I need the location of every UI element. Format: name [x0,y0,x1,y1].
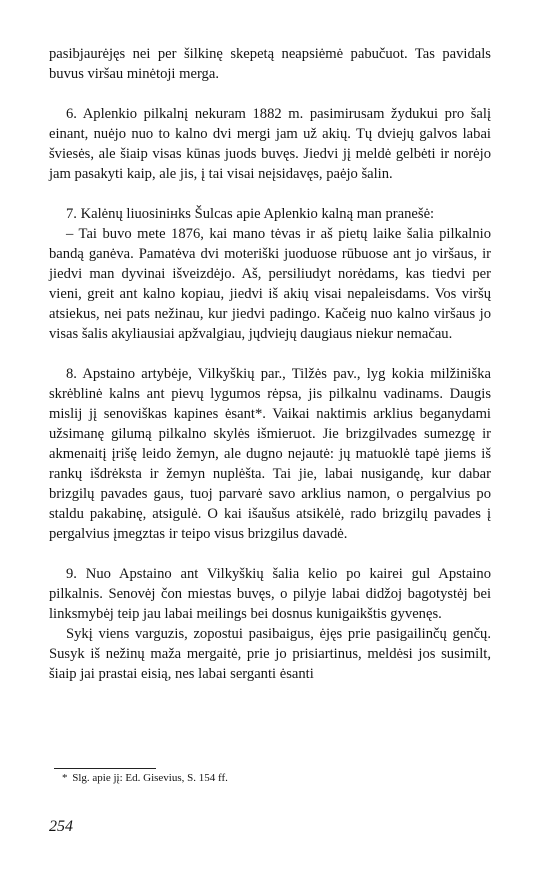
footnote-marker: * [62,772,68,784]
paragraph-8: 8. Apstaino artybėje, Vilkyškių par., Tilžės pav., lyg kokia milžiniška skrėblinė kalns ant pievų lygumos rėpsa, jis pilkalnu vadinams. Daugis mislij jį senoviškas kapines ėsant*. Vaikai naktimis arklius beganydami užsimanę gilumą pilkalno skylės išmieruot. Jie brizgilvades sumezgę ir akmenaitį įrišę leido žemyn, ale dugno nejautė: jų matuoklė tapė jiems iš rankų išdrėksta ir žemyn nuplėšta. Tai jie, labai nusigandę, kur dabar brizgilų pavades gaus, tuoj parvarė savo arklius namon, o pergalvius po staldu pakabinę, atsigulė. O kai išaušus atsikėlė, rado brizgilų pavades į pergalvius įmegztas ir teipo visus brizgilus davadė. [49,366,491,542]
paragraph-gap [49,84,491,104]
footnote-rule [54,768,156,769]
paragraph-7-quote: – Tai buvo mete 1876, kai mano tėvas ir aš pietų laike šalia pilkalnio bandą ganėva. Pamatėva dvi moteriški juoduose rūbuose ant jo viršaus, ir jiedvi man dyvinai išveizdėjo. Aš, persiliudyt norėdams, kas tiedvi per vieni, greit ant kalno kopiau, jiedvi iš akių visai nepaleisdams. Vos viršų atsiekus, nei pats nežinau, kur jiedvi padingo. Kačeig nuo kalno viršaus jo visas šalis akyliausiai apžvalgiau, jųdviejų daugiaus niekur nemačau. [49,226,491,342]
paragraph-continuation: pasibjaurėjęs nei per šilkinę skepetą neapsiėmė pabučuot. Tas pavidals buvus viršau minėtoji merga. [49,46,491,82]
paragraph-gap [49,344,491,364]
paragraph-gap [49,544,491,564]
paragraph-gap [49,184,491,204]
paragraph-9-continued: Sykį viens varguzis, zopostui pasibaigus, ėjęs prie pasigailinčų genčų. Susyk iš nežinų maža mergaitė, prie jo prisiartinus, meldėsi jos susimilt, šiaip jai prastai eisią, nes labai serganti ėsanti [49,626,491,682]
paragraph-7: 7. Kalėnų liuosinінks Šulcas apie Aplenkio kalną man pranešė: [66,206,435,222]
paragraph-6: 6. Aplenkio pilkalnį nekuram 1882 m. pasimirusam žydukui pro šalį einant, nuėjo nuo to kalno dvi mergi jam už akių. Tų dviejų galvos labai šviesės, ale šiaip visas kūnas juods buvęs. Jiedvi jį meldė gelbėti ir norėjo jam pasakyti kaip, ale jis, į tai visai neįsidavęs, paėjo šalin. [49,106,491,182]
page-number: 254 [49,818,73,835]
body-text [49,44,491,684]
footnote-text: Slg. apie jį: Ed. Gisevius, S. 154 ff. [72,772,228,784]
footnote [62,771,228,786]
paragraph-9: 9. Nuo Apstaino ant Vilkyškių šalia kelio po kairei gul Apstaino pilkalnis. Senovėj čon miestas buvęs, o pilyje labai didžoj bagotystėj bei linksmybėj teip jau labai meilings bei dosnus kunigaikštis gyvenęs. [49,566,491,622]
